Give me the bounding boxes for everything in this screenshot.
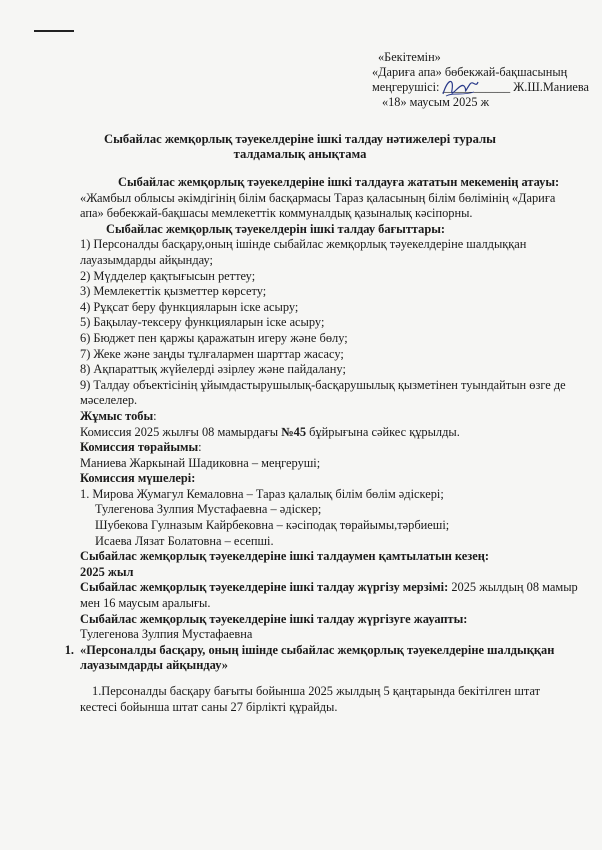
directions-heading: Сыбайлас жемқорлық тәуекелдерін ішкі талдау бағыттары: — [106, 221, 446, 236]
approval-date: «18» маусым 2025 ж — [382, 95, 490, 109]
chair-heading-line — [80, 440, 580, 456]
scan-mark — [34, 30, 74, 32]
workgroup-text — [80, 425, 580, 441]
workgroup-heading-line — [80, 409, 580, 425]
signature-blank: ___________ — [442, 80, 511, 94]
approval-block — [372, 50, 598, 110]
direction-item: 1) Персоналды басқару,оның ішінде сыбайлас жемқорлық тәуекелдеріне шалдыққан лауазымдарды айқындау; — [80, 237, 527, 267]
title-line-1: Сыбайлас жемқорлық тәуекелдеріне ішкі талдау нәтижелері туралы — [104, 132, 496, 146]
approval-position: меңгерушісі: — [372, 80, 440, 94]
section-number: 1. — [64, 642, 74, 657]
section-1-paragraph: 1.Персоналды басқару бағыты бойынша 2025 жылдың 5 қаңтарында бекітілген штат кестесі бойынша штат саны 27 бірлікті құрайды. — [80, 684, 541, 714]
org-text: «Жамбыл облысы әкімдігінің білім басқармасы Тараз қаласының білім бөлімінің «Дариға апа» бөбекжай-бақшасы мемлекеттік коммуналдық қазыналық кәсіпорны. — [80, 190, 556, 221]
approval-line-3 — [372, 80, 598, 95]
workgroup-text-b: бұйрығына сәйкес құрылды. — [306, 424, 460, 439]
approval-line-1: «Бекітемін» — [378, 50, 441, 64]
direction-item: 7) Жеке және заңды тұлғалармен шарттар жасасу; — [80, 346, 344, 361]
direction-item: 6) Бюджет пен қаржы қаражатын игеру және бөлу; — [80, 330, 348, 345]
approval-line-2: «Дариға апа» бөбекжай-бақшасының — [372, 65, 568, 79]
responsible-text: Тулегенова Зулпия Мустафаевна — [80, 627, 253, 642]
workgroup-heading: Жұмыс тобы — [80, 408, 154, 423]
org-paragraph — [80, 175, 580, 222]
member-item: Шубекова Гулназым Кайрбековна – кәсіподақ төрайымы,тәрбиеші; — [95, 518, 450, 533]
chair-heading: Комиссия төрайымы — [80, 440, 199, 455]
member-item: Исаева Лязат Болатовна – есепші. — [95, 533, 274, 548]
document-title — [60, 132, 540, 162]
document-body — [64, 175, 580, 715]
term-heading: Сыбайлас жемқорлық тәуекелдеріне ішкі талдау жүргізу мерзімі: — [80, 580, 449, 595]
period-heading: Сыбайлас жемқорлық тәуекелдеріне ішкі талдаумен қамтылатын кезең: — [80, 549, 490, 564]
direction-item: 5) Бақылау-тексеру функцияларын іске асыру; — [80, 315, 325, 330]
workgroup-colon: : — [153, 408, 157, 423]
members-heading: Комиссия мүшелері: — [80, 471, 196, 486]
term-text: 2025 жылдың 08 мамыр мен 16 маусым аралығы. — [80, 580, 578, 611]
signature-icon — [440, 74, 480, 102]
direction-item: 8) Ақпараттық жүйелерді әзірлеу және пайдалану; — [80, 362, 346, 377]
direction-item: 9) Талдау объектісінің ұйымдастырушылық-басқарушылық қызметінен туындайтын өзге де мәселелер. — [80, 377, 566, 408]
term-paragraph — [80, 580, 580, 611]
direction-item: 2) Мүдделер қақтығысын реттеу; — [80, 268, 256, 283]
org-heading: Сыбайлас жемқорлық тәуекелдеріне ішкі талдауға жататын мекеменің атауы: — [118, 175, 560, 189]
member-item: 1. Мирова Жумагул Кемаловна – Тараз қалалық білім бөлім әдіскері; — [80, 486, 444, 501]
directions-list — [80, 237, 580, 409]
order-number: №45 — [281, 424, 307, 439]
responsible-heading: Сыбайлас жемқорлық тәуекелдеріне ішкі талдау жүргізуге жауапты: — [80, 611, 468, 626]
section-1-heading — [40, 643, 580, 674]
section-title: «Персоналды басқару, оның ішінде сыбайлас жемқорлық тәуекелдеріне шалдыққан лауазымдарды айқындау» — [80, 642, 555, 673]
workgroup-text-a: Комиссия 2025 жылғы 08 мамырдағы — [80, 424, 282, 439]
member-item: Тулегенова Зулпия Мустафаевна – әдіскер; — [95, 502, 322, 517]
direction-item: 3) Мемлекеттік қызметтер көрсету; — [80, 284, 267, 299]
period-value: 2025 жыл — [80, 564, 134, 579]
direction-item: 4) Рұқсат беру функцияларын іске асыру; — [80, 299, 299, 314]
approval-name: Ж.Ш.Маниева — [513, 80, 589, 94]
title-line-2: талдамалық анықтама — [233, 147, 367, 161]
chair-text: Маниева Жаркынай Шадиковна – меңгеруші; — [80, 455, 321, 470]
chair-colon: : — [198, 440, 202, 455]
